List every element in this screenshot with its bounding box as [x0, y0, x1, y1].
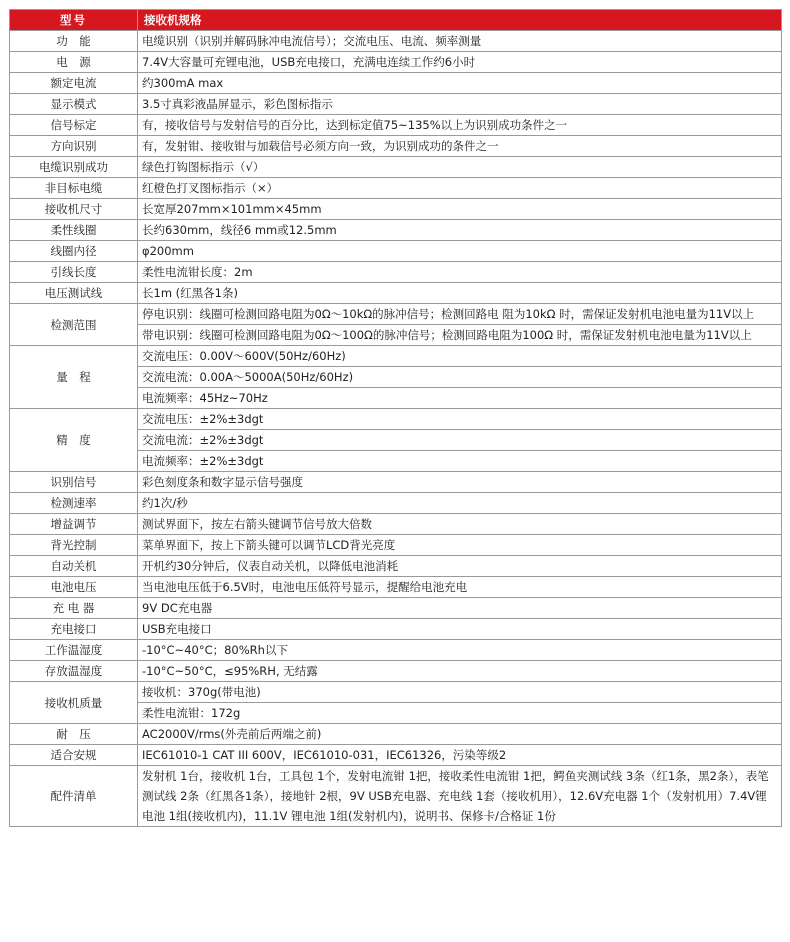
row-value: 电缆识别（识别并解码脉冲电流信号）；交流电压、电流、频率测量 [138, 31, 782, 52]
table-header-row [10, 10, 782, 31]
row-value: 有，发射钳、接收钳与加载信号必须方向一致，为识别成功的条件之一 [138, 136, 782, 157]
row-value: 长宽厚207mm×101mm×45mm [138, 199, 782, 220]
row-value: IEC61010-1 CAT III 600V，IEC61010-031，IEC61326，污染等级2 [138, 745, 782, 766]
table-row [10, 283, 782, 304]
row-label: 电缆识别成功 [10, 157, 138, 178]
accuracy-item: 交流电压：±2%±3dgt [138, 409, 782, 430]
row-label: 额定电流 [10, 73, 138, 94]
table-row-range [10, 346, 782, 367]
weight-item: 接收机：370g(带电池) [138, 682, 782, 703]
row-value: 有，接收信号与发射信号的百分比，达到标定值75~135%以上为识别成功条件之一 [138, 115, 782, 136]
detection-label: 检测范围 [10, 304, 138, 346]
row-value: 当电池电压低于6.5V时，电池电压低符号显示，提醒给电池充电 [138, 577, 782, 598]
row-value: 7.4V大容量可充锂电池，USB充电接口，充满电连续工作约6小时 [138, 52, 782, 73]
row-label: 存放温湿度 [10, 661, 138, 682]
row-label: 功 能 [10, 31, 138, 52]
row-value: 绿色打钩图标指示（√） [138, 157, 782, 178]
row-label: 方向识别 [10, 136, 138, 157]
row-label: 线圈内径 [10, 241, 138, 262]
table-row-weight [10, 682, 782, 703]
row-value: -10°C~50°C，≤95%RH, 无结露 [138, 661, 782, 682]
row-label: 工作温湿度 [10, 640, 138, 661]
table-row [10, 640, 782, 661]
row-value: 约300mA max [138, 73, 782, 94]
row-label: 耐 压 [10, 724, 138, 745]
table-row-detection-1 [10, 304, 782, 325]
table-row [10, 745, 782, 766]
row-label: 适合安规 [10, 745, 138, 766]
row-label: 充电接口 [10, 619, 138, 640]
range-item: 交流电压：0.00V～600V(50Hz/60Hz) [138, 346, 782, 367]
table-row [10, 493, 782, 514]
row-value: AC2000V/rms(外壳前后两端之前) [138, 724, 782, 745]
accuracy-label: 精 度 [10, 409, 138, 472]
row-label: 柔性线圈 [10, 220, 138, 241]
row-value: 9V DC充电器 [138, 598, 782, 619]
row-label: 自动关机 [10, 556, 138, 577]
table-row [10, 115, 782, 136]
row-label: 信号标定 [10, 115, 138, 136]
table-row [10, 241, 782, 262]
weight-item: 柔性电流钳：172g [138, 703, 782, 724]
table-row [10, 52, 782, 73]
range-item: 电流频率：45Hz~70Hz [138, 388, 782, 409]
accuracy-item: 电流频率：±2%±3dgt [138, 451, 782, 472]
table-row-accuracy [10, 409, 782, 430]
row-label: 增益调节 [10, 514, 138, 535]
detection-item: 带电识别：线圈可检测回路电阻为0Ω～100Ω的脉冲信号；检测回路电阻为100Ω 时，需保证发射机电池电量为11V以上 [138, 325, 782, 346]
spec-table [9, 9, 782, 827]
row-label: 电 源 [10, 52, 138, 73]
row-value: 3.5寸真彩液晶屏显示，彩色图标指示 [138, 94, 782, 115]
row-value: 柔性电流钳长度：2m [138, 262, 782, 283]
accuracy-item: 交流电流：±2%±3dgt [138, 430, 782, 451]
accessories-value: 发射机 1台，接收机 1台，工具包 1个，发射电流钳 1把，接收柔性电流钳 1把，鳄鱼夹测试线 3条（红1条，黑2条），表笔测试线 2条（红黑各1条），接地针 2根，9V USB充电器、充电线 1套（接收机用），12.6V充电器 1个（发射机用）7.4V锂电池 1组(接收机内)，11.1V 锂电池 1组(发射机内)，说明书、保修卡/合格证 1份 [138, 766, 782, 827]
row-value: 长1m (红黑各1条) [138, 283, 782, 304]
header-model: 型号 [10, 10, 138, 31]
table-row [10, 220, 782, 241]
range-label: 量 程 [10, 346, 138, 409]
row-label: 检测速率 [10, 493, 138, 514]
table-row [10, 73, 782, 94]
table-row [10, 724, 782, 745]
table-row [10, 619, 782, 640]
row-value: -10°C~40°C；80%Rh以下 [138, 640, 782, 661]
row-label: 电压测试线 [10, 283, 138, 304]
table-row [10, 598, 782, 619]
row-value: USB充电接口 [138, 619, 782, 640]
table-row [10, 535, 782, 556]
table-row [10, 178, 782, 199]
table-row [10, 661, 782, 682]
table-row [10, 157, 782, 178]
row-value: 菜单界面下，按上下箭头键可以调节LCD背光亮度 [138, 535, 782, 556]
range-item: 交流电流：0.00A～5000A(50Hz/60Hz) [138, 367, 782, 388]
row-label: 电池电压 [10, 577, 138, 598]
row-value: 长约630mm，线径6 mm或12.5mm [138, 220, 782, 241]
row-value: 彩色刻度条和数字显示信号强度 [138, 472, 782, 493]
row-label: 显示模式 [10, 94, 138, 115]
detection-item: 停电识别：线圈可检测回路电阻为0Ω～10kΩ的脉冲信号；检测回路电 阻为10kΩ 时，需保证发射机电池电量为11V以上 [138, 304, 782, 325]
row-label: 充 电 器 [10, 598, 138, 619]
row-label: 背光控制 [10, 535, 138, 556]
table-row-accessories [10, 766, 782, 827]
table-row [10, 472, 782, 493]
table-row [10, 136, 782, 157]
row-value: φ200mm [138, 241, 782, 262]
row-label: 接收机尺寸 [10, 199, 138, 220]
table-row [10, 514, 782, 535]
header-spec: 接收机规格 [138, 10, 782, 31]
accessories-label: 配件清单 [10, 766, 138, 827]
row-label: 引线长度 [10, 262, 138, 283]
row-value: 开机约30分钟后，仪表自动关机，以降低电池消耗 [138, 556, 782, 577]
table-row [10, 94, 782, 115]
table-row [10, 262, 782, 283]
weight-label: 接收机质量 [10, 682, 138, 724]
table-row [10, 556, 782, 577]
row-value: 约1次/秒 [138, 493, 782, 514]
row-label: 非目标电缆 [10, 178, 138, 199]
table-row [10, 577, 782, 598]
row-label: 识别信号 [10, 472, 138, 493]
row-value: 测试界面下，按左右箭头键调节信号放大倍数 [138, 514, 782, 535]
table-row [10, 31, 782, 52]
table-row [10, 199, 782, 220]
row-value: 红橙色打叉图标指示（×） [138, 178, 782, 199]
